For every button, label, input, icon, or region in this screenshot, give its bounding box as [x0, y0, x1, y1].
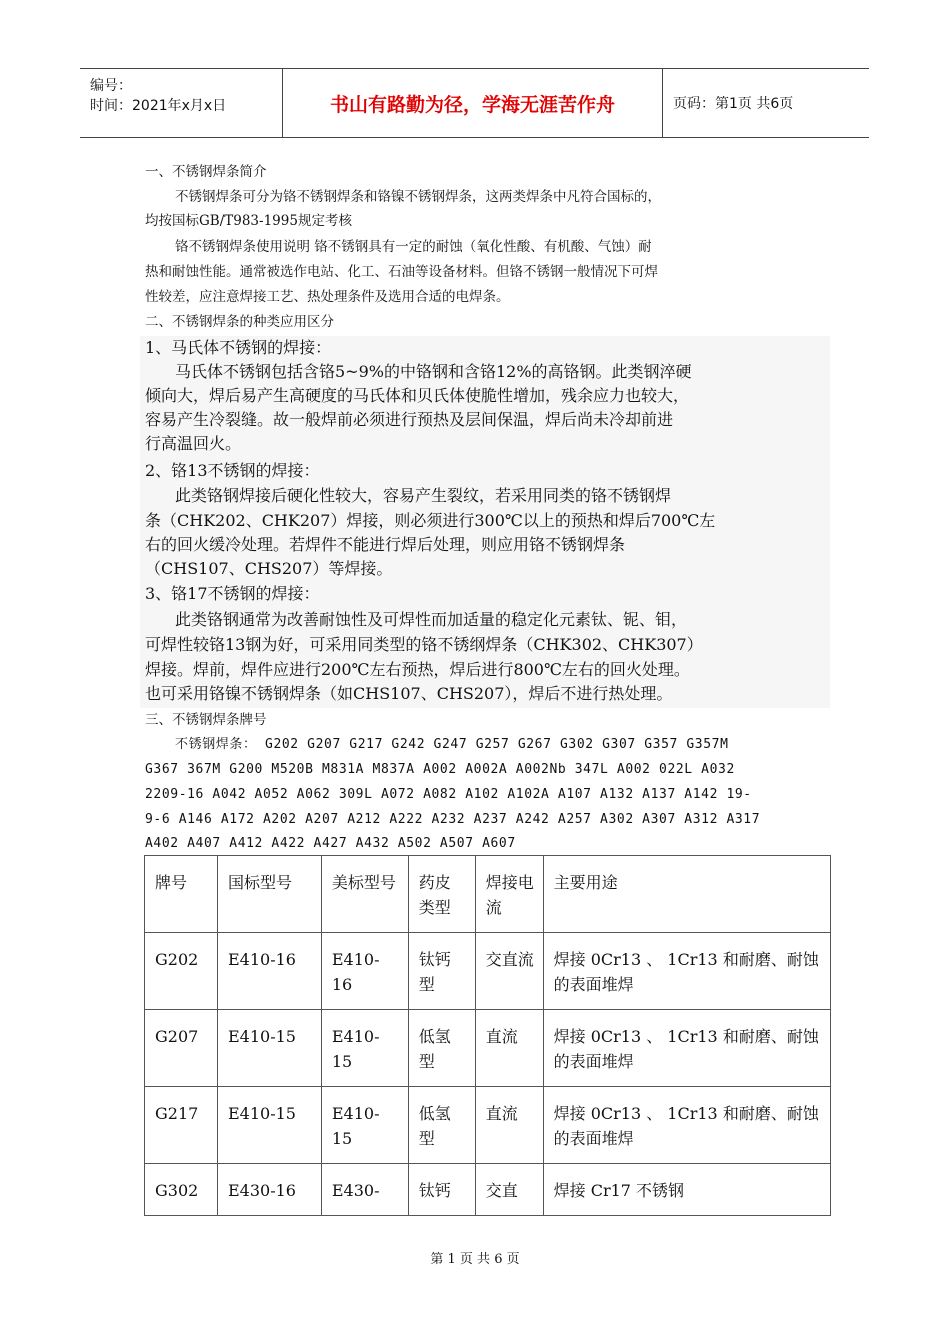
table-row [145, 933, 831, 1010]
table-cell: 交直流 [475, 933, 543, 1010]
grade-list-line: 2209-16 A042 A052 A062 309L A072 A082 A102 A102A A107 A132 A137 A142 19- [145, 787, 752, 802]
paragraph-line: 焊接。焊前，焊件应进行200℃左右预热，焊后进行800℃左右的回火处理。 [145, 660, 690, 679]
header-cell: 国标型号 [217, 856, 321, 933]
header-cell: 美标型号 [321, 856, 408, 933]
section-2-title: 二、不锈钢焊条的种类应用区分 [145, 314, 334, 330]
subsection-title: 1、马氏体不锈钢的焊接： [145, 338, 332, 357]
table-cell: 直流 [475, 1010, 543, 1087]
header-cell: 药皮类型 [408, 856, 475, 933]
header-motto: 书山有路勤为径，学海无涯苦作舟 [283, 69, 663, 137]
table-cell: 焊接 0Cr13 、 1Cr13 和耐磨、耐蚀的表面堆焊 [543, 1087, 830, 1164]
paragraph-line: 行高温回火。 [145, 434, 242, 453]
table-cell: 低氢型 [408, 1087, 475, 1164]
table-row [145, 1010, 831, 1087]
table-cell: G202 [145, 933, 218, 1010]
paragraph-line: 右的回火缓冷处理。若焊件不能进行焊后处理，则应用铬不锈钢焊条 [145, 535, 626, 554]
header-cell: 牌号 [145, 856, 218, 933]
grade-list-line: 9-6 A146 A172 A202 A207 A212 A222 A232 A237 A242 A257 A302 A307 A312 A317 [145, 812, 761, 827]
table-header-row [145, 856, 831, 933]
paragraph-line: 也可采用铬镍不锈钢焊条（如CHS107、CHS207），焊后不进行热处理。 [145, 684, 673, 703]
paragraph-line: 性较差，应注意焊接工艺、热处理条件及选用合适的电焊条。 [145, 289, 510, 305]
paragraph-line: （CHS107、CHS207）等焊接。 [145, 559, 393, 578]
paragraph-line: 不锈钢焊条可分为铬不锈钢焊条和铬镍不锈钢焊条，这两类焊条中凡符合国标的， [175, 189, 661, 205]
paragraph-line: 倾向大，焊后易产生高硬度的马氏体和贝氏体使脆性增加，残余应力也较大， [145, 386, 690, 405]
table-cell: E410-16 [321, 933, 408, 1010]
table-cell: E410-15 [217, 1010, 321, 1087]
table-cell: 焊接 Cr17 不锈钢 [543, 1164, 830, 1216]
header-meta [80, 69, 283, 137]
table-cell: E410-16 [217, 933, 321, 1010]
header-cell: 主要用途 [543, 856, 830, 933]
table-cell: E430-16 [217, 1164, 321, 1216]
paragraph-line: 热和耐蚀性能。通常被选作电站、化工、石油等设备材料。但铬不锈钢一般情况下可焊 [145, 264, 658, 280]
table-row [145, 1087, 831, 1164]
electrode-spec-table [144, 855, 831, 1216]
section-1-title: 一、不锈钢焊条简介 [145, 164, 267, 180]
date-label: 时间：2021年x月x日 [90, 98, 227, 114]
grade-list-line: A402 A407 A412 A422 A427 A432 A502 A507 A607 [145, 836, 516, 851]
table-cell: E410-15 [217, 1087, 321, 1164]
section-3-title: 三、不锈钢焊条牌号 [145, 712, 267, 728]
subsection-title: 2、铬13不锈钢的焊接： [145, 461, 320, 480]
header-cell: 焊接电流 [475, 856, 543, 933]
table-row [145, 1164, 831, 1216]
table-cell: 焊接 0Cr13 、 1Cr13 和耐磨、耐蚀的表面堆焊 [543, 933, 830, 1010]
paragraph-line: 可焊性较铬13钢为好，可采用同类型的铬不锈纲焊条（CHK302、CHK307） [145, 635, 703, 654]
header-page-info: 页码：第1页 共6页 [673, 96, 794, 112]
paragraph-line: 铬不锈钢焊条使用说明 铬不锈钢具有一定的耐蚀（氧化性酸、有机酸、气蚀）耐 [175, 239, 652, 255]
subsection-title: 3、铬17不锈钢的焊接： [145, 584, 320, 603]
table-cell: E410-15 [321, 1087, 408, 1164]
table-cell: 直流 [475, 1087, 543, 1164]
table-cell: E410-15 [321, 1010, 408, 1087]
table-cell: 钛钙型 [408, 933, 475, 1010]
grade-list-line: 不锈钢焊条： G202 G207 G217 G242 G247 G257 G267 G302 G307 G357 G357M [175, 737, 729, 752]
page-header [80, 68, 869, 138]
paragraph-line: 均按国标GB/T983-1995规定考核 [145, 213, 352, 229]
table-cell: G207 [145, 1010, 218, 1087]
table-cell: 焊接 0Cr13 、 1Cr13 和耐磨、耐蚀的表面堆焊 [543, 1010, 830, 1087]
number-label: 编号： [90, 78, 132, 94]
paragraph-line: 此类铬钢焊接后硬化性较大，容易产生裂纹，若采用同类的铬不锈钢焊 [175, 486, 672, 505]
paragraph-line: 此类铬钢通常为改善耐蚀性及可焊性而加适量的稳定化元素钛、铌、钼， [175, 610, 688, 629]
table-cell: 钛钙 [408, 1164, 475, 1216]
page-footer: 第 1 页 共 6 页 [430, 1252, 520, 1267]
table-cell: 交直 [475, 1164, 543, 1216]
paragraph-line: 条（CHK202、CHK207）焊接，则必须进行300℃以上的预热和焊后700℃左 [145, 511, 716, 530]
table-cell: G217 [145, 1087, 218, 1164]
table-cell: 低氢型 [408, 1010, 475, 1087]
paragraph-line: 马氏体不锈钢包括含铬5~9%的中铬钢和含铬12%的高铬钢。此类钢淬硬 [175, 362, 692, 381]
table-cell: E430- [321, 1164, 408, 1216]
paragraph-line: 容易产生冷裂缝。故一般焊前必须进行预热及层间保温，焊后尚未冷却前进 [145, 410, 674, 429]
table-cell: G302 [145, 1164, 218, 1216]
grade-list-line: G367 367M G200 M520B M831A M837A A002 A002A A002Nb 347L A002 022L A032 [145, 762, 735, 777]
